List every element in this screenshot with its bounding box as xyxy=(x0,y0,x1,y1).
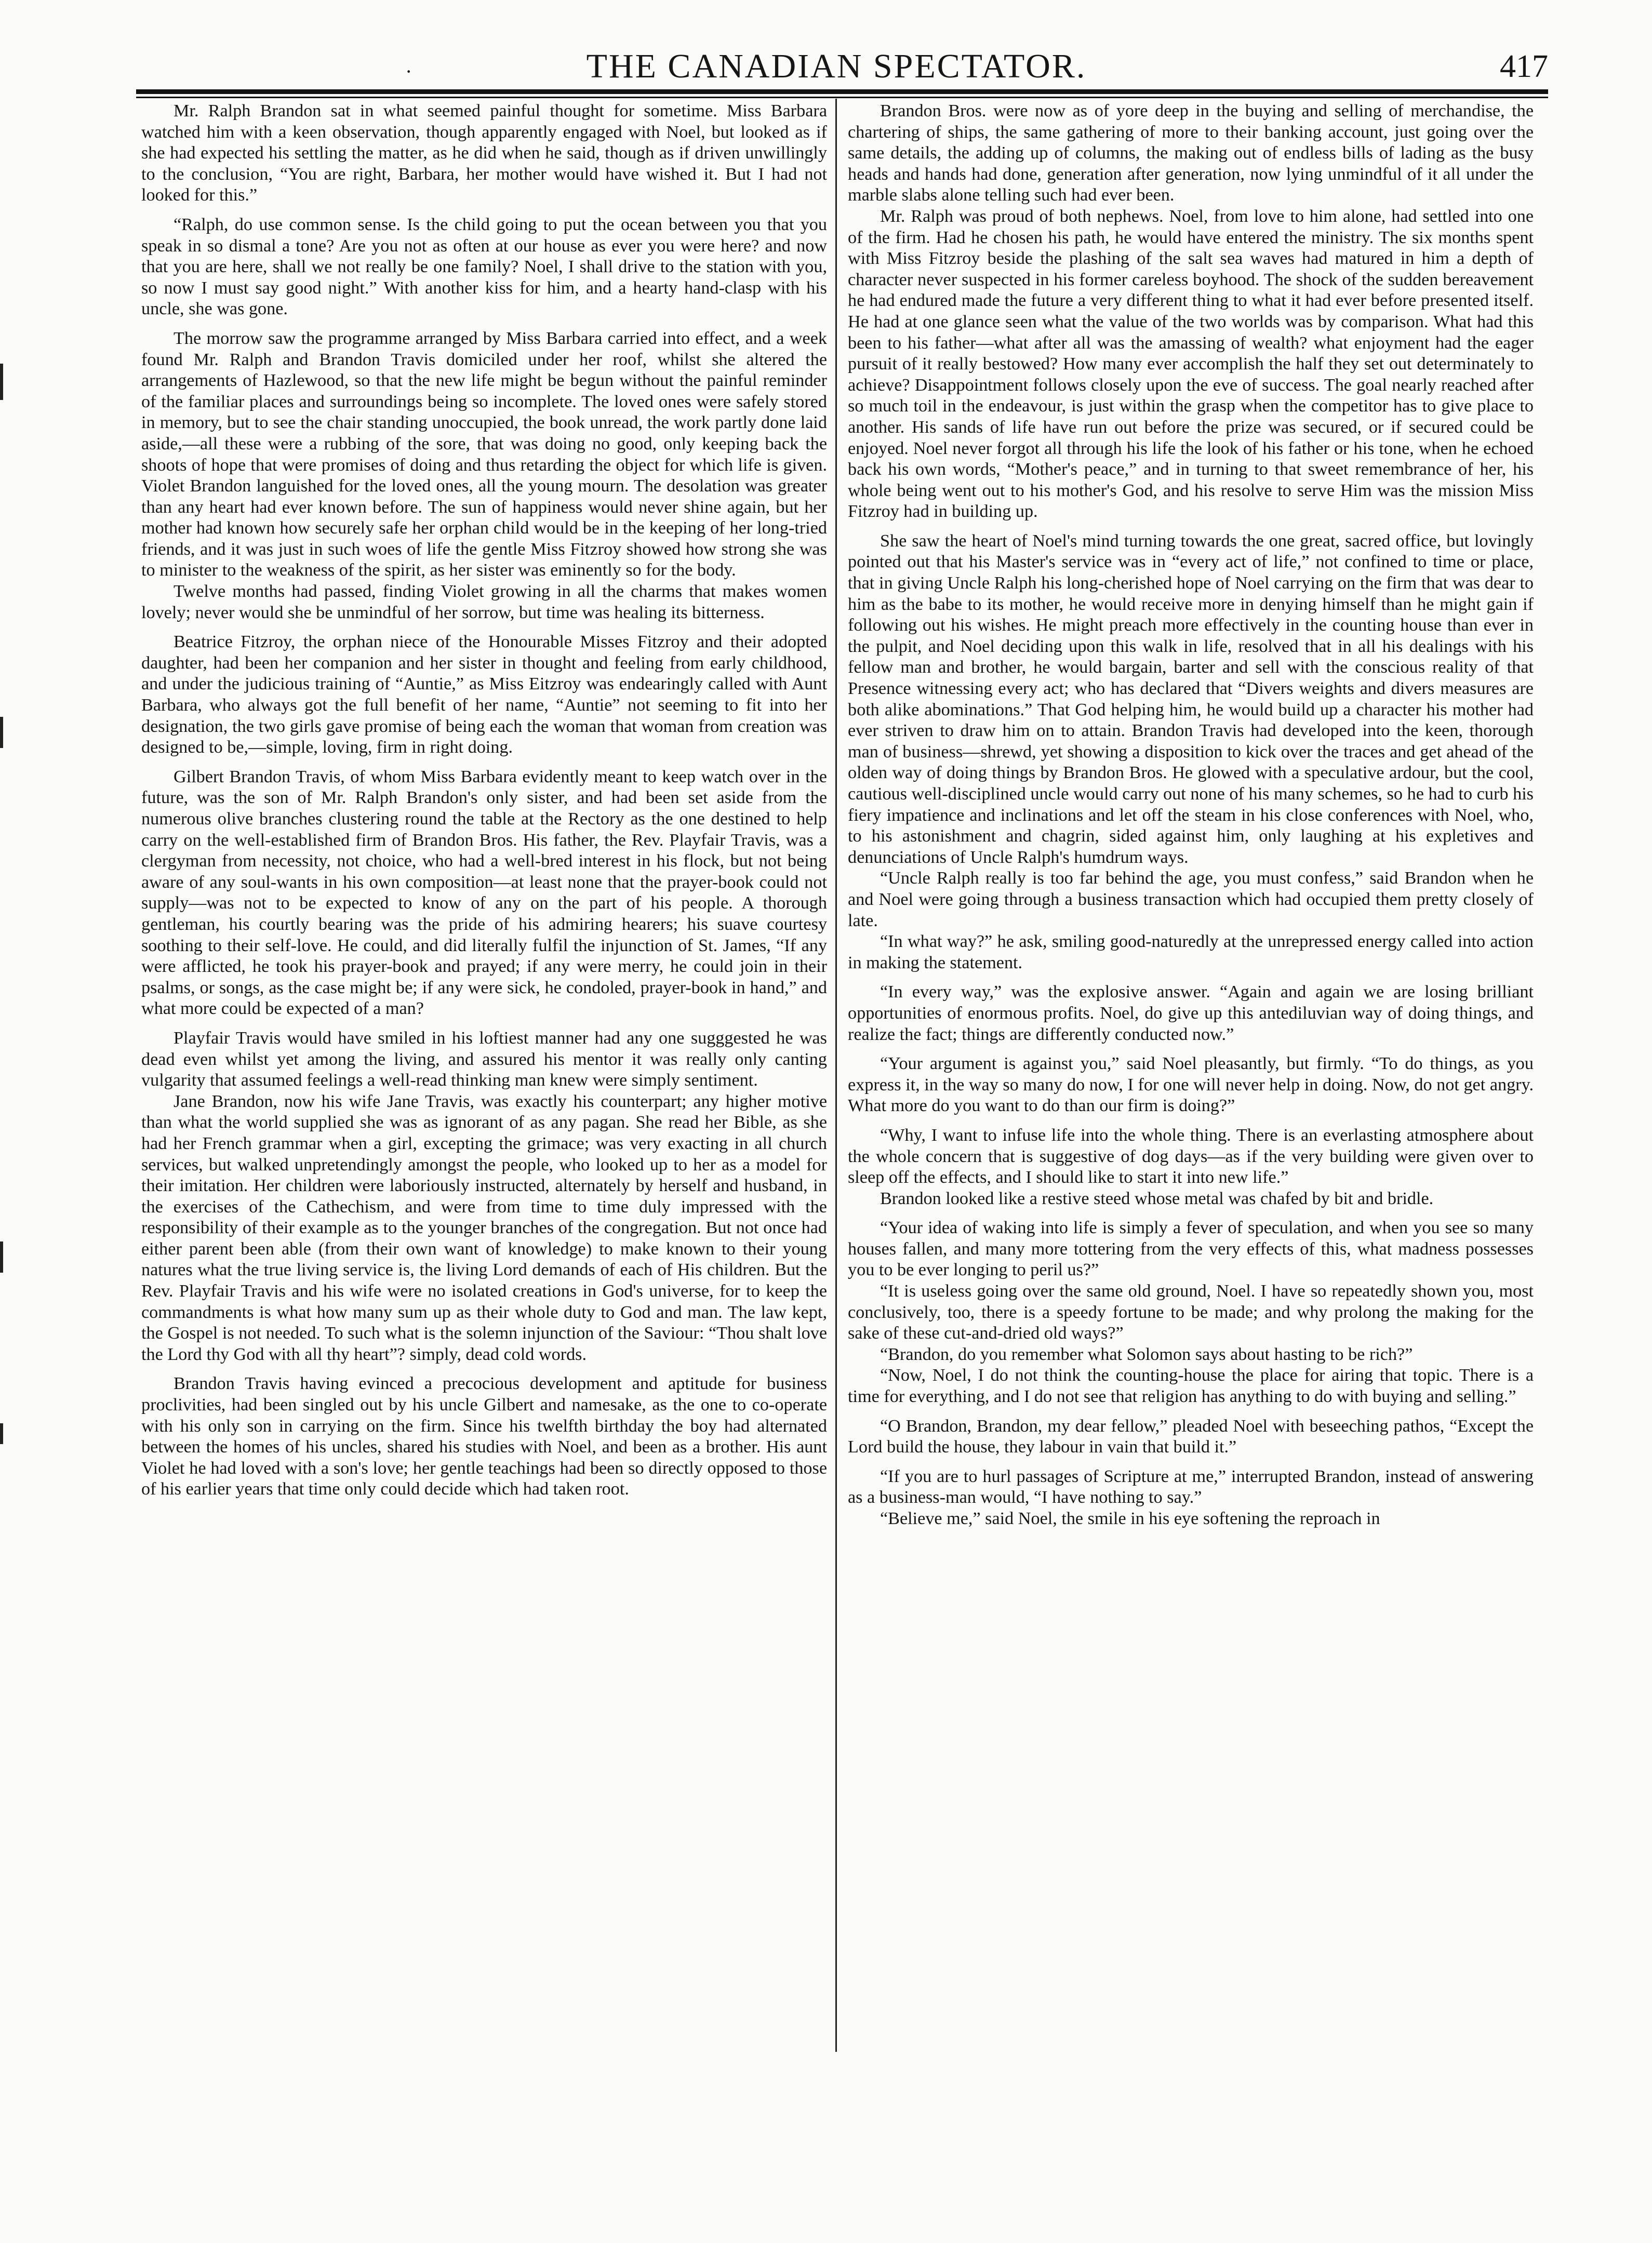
margin-mark xyxy=(0,1241,3,1273)
paragraph: Brandon Bros. were now as of yore deep in the buying and selling of merchandise, the chartering of ships, the same gathering of more to their banking account, just going over the same details, the adding up of columns, the making out of endless bills of lading as the busy heads and hands had done, generation after generation, now lying unmindful of it all under the marble slabs alone telling such had ever been. xyxy=(848,101,1534,205)
page-header xyxy=(135,46,1548,87)
paragraph: “Why, I want to infuse life into the whole thing. There is an everlasting atmosphere about the whole concern that is suggestive of dog days—as if the very building were given over to sleep off the effects, and I should like to start it into new life.” xyxy=(848,1125,1534,1187)
paragraph: “Your idea of waking into life is simply a fever of speculation, and when you see so many houses fallen, and many more tottering from the very effects of this, what madness possesses you to be ever longing to peril us?” xyxy=(848,1218,1534,1280)
right-text-column xyxy=(848,101,1534,2059)
paragraph: “Now, Noel, I do not think the counting-house the place for airing that topic. There is a time for everything, and I do not see that religion has anything to do with buying and selling.” xyxy=(848,1366,1534,1407)
paragraph: Playfair Travis would have smiled in his loftiest manner had any one sugggested he was dead even whilst yet among the living, and assured his mentor it was really only canting vulgarity that assumed feelings a well-read thinking man knew were simply sentiment. xyxy=(141,1028,827,1090)
paragraph: “O Brandon, Brandon, my dear fellow,” pleaded Noel with beseeching pathos, “Except the Lord build the house, they labour in vain that build it.” xyxy=(848,1416,1534,1457)
paragraph: “Your argument is against you,” said Noel pleasantly, but firmly. “To do things, as you express it, in the way so many do now, I for one will never help in doing. Now, do not get angry. What more do you want to do than our firm is doing?” xyxy=(848,1054,1534,1116)
paragraph: Jane Brandon, now his wife Jane Travis, was exactly his counterpart; any higher motive than what the world supplied she was as ignorant of as any pagan. She read her Bible, as she had her French grammar when a girl, excepting the grimace; was very exacting in all church services, but walked unpretendingly amongst the people, who looked up to her as a model for their imitation. Her children were laboriously instructed, alternately by herself and husband, in the exercises of the Cathechism, and were from time to time duly impressed with the responsibility of their example as to the younger branches of the congregation. But not once had either parent been able (from their own want of knowledge) to make known to their young natures what the true living service is, the living Lord demands of each of His children. But the Rev. Playfair Travis and his wife were no isolated creations in God's universe, for to keep the commandments is what how many sum up as their whole duty to God and man. The law kept, the Gospel is not needed. To such what is the solemn injunction of the Saviour: “Thou shalt love the Lord thy God with all thy heart”? simply, dead cold words. xyxy=(141,1091,827,1364)
paragraph: “Believe me,” said Noel, the smile in his eye softening the reproach in xyxy=(880,1509,1380,1528)
margin-mark xyxy=(0,1423,3,1444)
paragraph: “Ralph, do use common sense. Is the child going to put the ocean between you that you speak in so dismal a tone? Are you not as often at our house as ever you were here? and now that you are here, shall we not really be one family? Noel, I shall drive to the station with you, so now I must say good night.” With another kiss for him, and a hearty hand-clasp with his uncle, she was gone. xyxy=(141,215,827,319)
paragraph: Gilbert Brandon Travis, of whom Miss Barbara evidently meant to keep watch over in the future, was the son of Mr. Ralph Brandon's only sister, and had been set aside from the numerous olive branches clustering round the table at the Rectory as the one destined to help carry on the well-established firm of Brandon Bros. His father, the Rev. Playfair Travis, was a clergyman from necessity, not choice, who had a well-bred interest in his flock, but not being aware of any soul-wants in his own composition—at least none that the prayer-book could not supply—was not to be expected to know of any on the part of his people. A thorough gentleman, his courtly bearing was the pride of his admiring hearers; his suave courtesy soothing to their self-love. He could, and did literally fulfil the injunction of St. James, “If any were afflicted, he took his prayer-book and prayed; if any were merry, he could join in their psalms, or songs, as the case might be; if any were sick, he condoled, prayer-book in hand,” and what more could be expected of a man? xyxy=(141,767,827,1019)
margin-mark xyxy=(0,717,3,748)
paragraph: She saw the heart of Noel's mind turning towards the one great, sacred office, but lovingly pointed out that his Master's service was in “every act of life,” not confined to time or place, that in giving Uncle Ralph his long-cherished hope of Noel carrying on the firm that was dear to him as the babe to its mother, he would receive more in denying himself than he might gain if following out his wishes. He might preach more effectively in the counting house than ever in the pulpit, and Noel deciding upon this walk in life, resolved that in all his dealings with his fellow man and brother, he would bargain, barter and sell with the conscious reality of that Presence witnessing every act; who has declared that “Divers weights and divers measures are both alike abominations.” That God helping him, he would build up a character his mother had ever striven to draw him on to attain. Brandon Travis had developed into the keen, thorough man of business—shrewd, yet showing a disposition to kick over the traces and get ahead of the olden way of doing things by Brandon Bros. He glowed with a speculative ardour, but the cool, cautious well-disciplined uncle would carry out none of his many schemes, so he had to curb his fiery impatience and inclinations and let off the steam in his close conferences with Noel, who, to his astonishment and chagrin, sided against him, only laughing at his expletives and denunciations of Uncle Ralph's humdrum ways. xyxy=(848,531,1534,867)
paragraph: Beatrice Fitzroy, the orphan niece of the Honourable Misses Fitzroy and their adopted daughter, had been her companion and her sister in thought and feeling from early childhood, and under the judicious training of “Auntie,” as Miss Eitzroy was endearingly called with Aunt Barbara, who always got the full benefit of her name, “Auntie” not seeming to fit into her designation, the two girls gave promise of being each the woman that woman from creation was designed to be,—simple, loving, firm in right doing. xyxy=(141,632,827,757)
paragraph: Brandon looked like a restive steed whose metal was chafed by bit and bridle. xyxy=(880,1189,1434,1208)
paragraph: Mr. Ralph Brandon sat in what seemed painful thought for sometime. Miss Barbara watched him with a keen observation, though apparently engaged with Noel, but looked as if she had expected his settling the matter, as he did when he said, though as if driven unwillingly to the conclusion, “You are right, Barbara, her mother would have wished it. But I had not looked for this.” xyxy=(141,101,827,205)
paragraph: Mr. Ralph was proud of both nephews. Noel, from love to him alone, had settled into one of the firm. Had he chosen his path, he would have entered the ministry. The six months spent with Miss Fitzroy beside the plashing of the salt sea waves had matured in him a depth of character never suspected in his former careless boyhood. The shock of the sudden bereavement he had endured made the future a very different thing to what it had ever before presented itself. He had at one glance seen what the value of the two worlds was by comparison. What had this been to his father—what after all was the amassing of wealth? what enjoyment had the eager pursuit of it really bestowed? How many ever accomplish the half they set out determinately to achieve? Disappointment follows closely upon the eve of success. The goal nearly reached after so much toil in the endeavour, is just within the grasp when the competitor has to give place to another. His sands of life have run out before the prize was secured, or if secured could be enjoyed. Noel never forgot all through his life the look of his father or his tone, when he echoed back his own words, “Mother's peace,” and in turning to that sweet remembrance of her, his whole being went out to his mother's God, and his resolve to serve Him was the mission Miss Fitzroy had in building up. xyxy=(848,206,1534,522)
margin-mark xyxy=(0,364,3,400)
paragraph: “Brandon, do you remember what Solomon says about hasting to be rich?” xyxy=(880,1344,1413,1364)
paragraph: The morrow saw the programme arranged by Miss Barbara carried into effect, and a week found Mr. Ralph and Brandon Travis domiciled under her roof, whilst she altered the arrangements of Hazlewood, so that the new life might be begun without the painful reminder of the familiar places and surroundings being so incomplete. The loved ones were safely stored in memory, but to see the chair standing unoccupied, the book unread, the work partly done laid aside,—all these were a rubbing of the sore, that was doing no good, only keeping back the shoots of hope that were promises of doing and thus retarding the object for which life is given. Violet Brandon languished for the loved ones, all the young mourn. The desolation was greater than any heart had ever known before. The sun of happiness would never shine again, but her mother had known how securely safe her orphan child would be in the keeping of her long-tried friends, and it was just in such woes of life the gentle Miss Fitzroy showed how strong she was to minister to the weakness of the spirit, as her sister was eminently so for the body. xyxy=(141,328,827,580)
paragraph: “In every way,” was the explosive answer. “Again and again we are losing brilliant opportunities of enormous profits. Noel, do give up this antediluvian way of doing things, and realize the fact; things are differently conducted now.” xyxy=(848,982,1534,1044)
paragraph: “In what way?” he ask, smiling good-naturedly at the unrepressed energy called into action in making the statement. xyxy=(848,932,1534,972)
paragraph: “It is useless going over the same old ground, Noel. I have so repeatedly shown you, most conclusively, too, there is a speedy fortune to be made; and why prolong the making for the sake of these cut-and-dried old ways?” xyxy=(848,1281,1534,1343)
page-number: 417 xyxy=(1500,49,1548,84)
header-rule-thin xyxy=(136,97,1548,98)
publication-title: THE CANADIAN SPECTATOR. xyxy=(586,47,1087,85)
left-text-column xyxy=(141,101,827,2059)
paragraph: Twelve months had passed, finding Violet growing in all the charms that makes women lovely; never would she be unmindful of her sorrow, but time was healing its bitterness. xyxy=(141,582,827,622)
paragraph: Brandon Travis having evinced a precocious development and aptitude for business proclivities, had been singled out by his uncle Gilbert and namesake, as the one to co-operate with his only son in carrying on the firm. Since his twelfth birthday the boy had alternated between the homes of his uncles, shared his studies with Noel, and been as a brother. His aunt Violet he had loved with a son's love; her gentle teachings had been so directly opposed to those of his earlier years that time only could decide which had taken root. xyxy=(141,1374,827,1499)
column-divider xyxy=(835,99,837,2052)
paragraph: “If you are to hurl passages of Scripture at me,” interrupted Brandon, instead of answering as a business-man would, “I have nothing to say.” xyxy=(848,1466,1534,1507)
paragraph: “Uncle Ralph really is too far behind the age, you must confess,” said Brandon when he and Noel were going through a business transaction which had occupied them pretty closely of late. xyxy=(848,869,1534,930)
header-dot: · xyxy=(405,60,412,83)
header-rule-thick xyxy=(136,89,1548,94)
